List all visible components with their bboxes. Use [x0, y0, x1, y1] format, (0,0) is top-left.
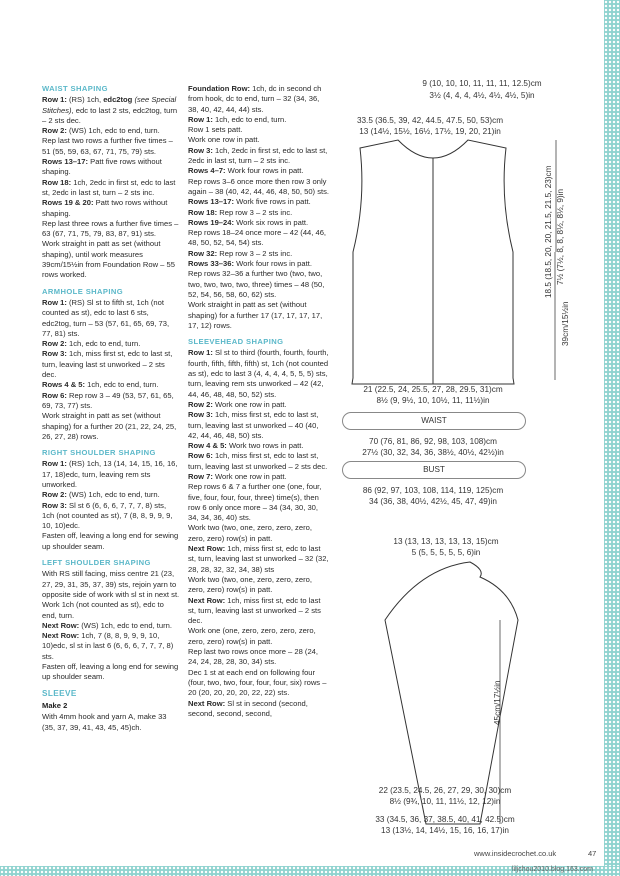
paragraph: Rows 4–7: Work four rows in patt. [188, 166, 304, 176]
body-length-label: 39cm/15½in [561, 301, 570, 346]
paragraph: Rows 13–17: Patt five rows without shaping. [42, 157, 162, 177]
paragraph: Work straight in patt as set (without shaping), until work measures 39cm/15½in from Foundation Row – 55 rows worked. [42, 239, 175, 280]
bust-cm-label: 86 (92, 97, 103, 108, 114, 119, 125)cm [362, 486, 504, 495]
paragraph: Row 1 sets patt. [188, 125, 243, 135]
paragraph: Row 1: 1ch, edc to end, turn. [188, 114, 287, 124]
paragraph: Row 18: Rep row 3 – 2 sts inc. [188, 207, 293, 217]
shoulder-cm-label: 33.5 (36.5, 39, 42, 44.5, 47.5, 50, 53)cm [356, 116, 504, 125]
sleevehead-shaping-heading: SLEEVEHEAD SHAPING [188, 337, 284, 347]
paragraph: Row 3: 1ch, miss first st, edc to last st, turn, leaving last st unworked – 2 sts dec. [42, 349, 173, 380]
paragraph: Fasten off, leaving a long end for sewing up shoulder seam. [42, 531, 179, 551]
paragraph: Row 6: Rep row 3 – 49 (53, 57, 61, 65, 69, 73, 77) sts. [42, 390, 174, 410]
paragraph: Rep rows 3–6 once more then row 3 only again – 38 (40, 42, 44, 46, 48, 50, 50) sts. [188, 176, 330, 196]
hem-cm-label: 21 (22.5, 24, 25.5, 27, 28, 29.5, 31)cm [363, 385, 503, 394]
left-shoulder-heading: LEFT SHOULDER SHAPING [42, 558, 151, 568]
page-number: 47 [588, 849, 597, 858]
make-2-subheading: Make 2 [42, 700, 68, 710]
hem-in-label: 8½ (9, 9½, 10, 10½, 11, 11½)in [376, 396, 490, 405]
bust-label: BUST [342, 461, 526, 479]
paragraph: Work two (two, one, zero, zero, zero, zero, zero) row(s) in patt. [188, 574, 312, 595]
armhole-in-label: 7½ (7½, 8, 8, 8½, 8½, 9)in [556, 188, 565, 285]
paragraph: With 4mm hook and yarn A, make 33 (35, 37, 39, 41, 43, 45, 45)ch. [42, 712, 167, 732]
shoulder-in-label: 13 (14½, 15½, 16½, 17½, 19, 20, 21)in [359, 127, 501, 136]
paragraph: Row 1: Sl st to third (fourth, fourth, fourth, fourth, fifth, fifth, fifth) st, 1ch (not counted as st), edc to last 3 (4, 4, 4, 4, 5, 5, 5) sts, turn, leaving rem sts unworked – 42 (42, 44, 46, 48, 48, 50, 52) sts. [188, 348, 329, 399]
armhole-shaping-heading: ARMHOLE SHAPING [42, 286, 124, 296]
cuff-cm-label: 22 (23.5, 24.5, 26, 27, 29, 30, 30)cm [378, 786, 512, 795]
paragraph: Work straight in patt as set (without shaping) for a further 17 (17, 17, 17, 17, 17, 12) rows. [188, 300, 323, 330]
paragraph: Row 6: 1ch, miss first st, edc to last st, turn, leaving last st unworked – 2 sts dec. [188, 451, 328, 471]
paragraph: Rep last two rows once more – 28 (24, 24, 24, 28, 28, 30, 34) sts. [188, 647, 318, 667]
paragraph: Next Row: 1ch, miss first st, edc to last st, turn, leaving last st unworked – 2 sts dec. [188, 595, 321, 626]
paragraph: Row 2: (WS) 1ch, edc to end, turn. [42, 490, 160, 500]
paragraph: Rep rows 6 & 7 a further one (one, four, five, four, four, four, three) time(s), then row 6 only once more – 34 (34, 30, 30, 34, 34, 36, 40) sts. [188, 482, 322, 523]
sleeve-length-label: 45cm/17½in [493, 680, 502, 725]
paragraph: Rep last three rows a further five times – 63 (67, 71, 75, 79, 83, 87, 91) sts. [42, 218, 179, 239]
paragraph: Rep rows 18–24 once more – 42 (44, 46, 48, 50, 52, 54, 54) sts. [188, 228, 327, 248]
paragraph: Rows 19–24: Work six rows in patt. [188, 217, 309, 227]
neck-cm-label: 9 (10, 10, 10, 11, 11, 11, 12.5)cm [422, 79, 542, 88]
footer-url: www.insidecrochet.co.uk [474, 849, 557, 858]
paragraph: Row 32: Rep row 3 – 2 sts inc. [188, 248, 293, 258]
waist-cm-label: 70 (76, 81, 86, 92, 98, 103, 108)cm [369, 437, 497, 446]
paragraph: Work straight in patt as set (without shaping) for a further 20 (21, 22, 24, 25, 26, 27, 28) rows. [42, 411, 177, 441]
waist-in-label: 27½ (30, 32, 34, 36, 38½, 40½, 42½)in [362, 448, 504, 457]
paragraph: Next Row: 1ch, 7 (8, 8, 9, 9, 9, 10, 10)edc, sl st in last 6 (6, 6, 6, 7, 7, 7, 8) sts. [42, 631, 174, 661]
cuff-in-label: 8½ (9¾, 10, 11, 11½, 12, 12)in [389, 797, 501, 806]
sleeve-top-in-label: 5 (5, 5, 5, 5, 5, 6)in [411, 548, 481, 557]
right-shoulder-heading: RIGHT SHOULDER SHAPING [42, 448, 156, 458]
paragraph: Next Row: Sl st in second (second, second, second, second, [188, 698, 308, 718]
upper-arm-in-label: 13 (13½, 14, 14½, 15, 16, 16, 17)in [381, 826, 509, 835]
paragraph: Rows 33–36: Work four rows in patt. [188, 259, 312, 269]
paragraph: Rep rows 32–36 a further two (two, two, two, two, two, two, three) times – 48 (50, 52, 54, 56, 58, 60, 62) sts. [188, 269, 325, 299]
sleeve-top-cm-label: 13 (13, 13, 13, 13, 13, 15)cm [393, 537, 499, 546]
paragraph: Row 2: Work one row in patt. [188, 399, 287, 409]
paragraph: Fasten off, leaving a long end for sewing up shoulder seam. [42, 662, 179, 682]
paragraph: Foundation Row: 1ch, dc in second ch from hook, dc to end, turn – 32 (34, 36, 38, 40, 42, 44, 44) sts. [188, 84, 322, 114]
paragraph: Rep last two rows a further five times – 51 (55, 59, 63, 67, 71, 75, 79) sts. [42, 136, 173, 156]
paragraph: Row 7: Work one row in patt. [188, 471, 287, 481]
waist-label: WAIST [342, 412, 526, 430]
paragraph: Next Row: (WS) 1ch, edc to end, turn. [42, 620, 172, 630]
neck-in-label: 3½ (4, 4, 4, 4½, 4½, 4½, 5)in [429, 91, 535, 100]
upper-arm-cm-label: 33 (34.5, 36, 37, 38.5, 40, 41, 42.5)cm [375, 815, 515, 824]
paragraph: Work two (two, one, zero, zero, zero, zero, zero) row(s) in patt. [188, 523, 312, 543]
paragraph: Dec 1 st at each end on following four (four, two, two, four, four, four, six) rows – 20 (20, 20, 20, 20, 22, 22) sts. [188, 667, 327, 698]
paragraph: Row 3: Sl st 6 (6, 6, 6, 7, 7, 7, 8) sts, 1ch (not counted as st), 7 (8, 8, 9, 9, 9, 10, 10)edc. [42, 500, 173, 531]
paragraph: Row 2: 1ch, edc to end, turn. [42, 339, 141, 349]
paragraph: Rows 19 & 20: Patt two rows without shaping. [42, 198, 168, 218]
paragraph: Row 18: 1ch, 2edc in first st, edc to last st, 2edc in last st, turn – 2 sts inc. [42, 177, 176, 197]
waist-shaping-heading: WAIST SHAPING [42, 84, 108, 93]
paragraph: Rows 13–17: Work five rows in patt. [188, 197, 311, 207]
watermark: liljchou2010.blog.163.com [512, 866, 593, 873]
paragraph: Row 4 & 5: Work two rows in patt. [188, 441, 304, 451]
paragraph: Row 1: (RS) 1ch, edc2tog (see Special Stitches), edc to last 2 sts, edc2tog, turn – 2 sts dec. [42, 95, 178, 125]
paragraph: Row 3: 1ch, 2edc in first st, edc to last st, 2edc in last st, turn – 2 sts inc. [188, 145, 328, 166]
bust-in-label: 34 (36, 38, 40½, 42½, 45, 47, 49)in [369, 497, 497, 506]
paragraph: Row 1: (RS) Sl st to fifth st, 1ch (not counted as st), edc to last 6 sts, edc2tog, turn – 53 (57, 61, 65, 69, 73, 77, 81) sts. [42, 297, 170, 338]
paragraph: Work one (one, zero, zero, zero, zero, zero, zero) row(s) in patt. [188, 626, 316, 646]
paragraph: With RS still facing, miss centre 21 (23, 27, 29, 31, 35, 37, 39) sts, rejoin yarn to opposite side of work with sl st in next st. Work 1ch (not counted as st), edc to end, turn. [42, 569, 180, 620]
paragraph: Row 3: 1ch, miss first st, edc to last st, turn, leaving last st unworked – 40 (40, 42, 44, 46, 48, 50) sts. [188, 410, 319, 440]
paragraph: Next Row: 1ch, miss first st, edc to last st, turn, leaving last st unworked – 32 (32, 28, 28, 32, 32, 34, 38) sts [188, 544, 329, 574]
paragraph: Row 2: (WS) 1ch, edc to end, turn. [42, 126, 160, 136]
paragraph: Row 1: (RS) 1ch, 13 (14, 14, 15, 16, 16, 17, 18)edc, turn, leaving rem sts unworked. [42, 459, 178, 489]
paragraph: Work one row in patt. [188, 135, 260, 145]
paragraph: Rows 4 & 5: 1ch, edc to end, turn. [42, 380, 159, 390]
armhole-cm-label: 18.5 (18.5, 20, 20, 21.5, 21.5, 23)cm [544, 165, 553, 298]
sleeve-heading: SLEEVE [42, 688, 77, 698]
